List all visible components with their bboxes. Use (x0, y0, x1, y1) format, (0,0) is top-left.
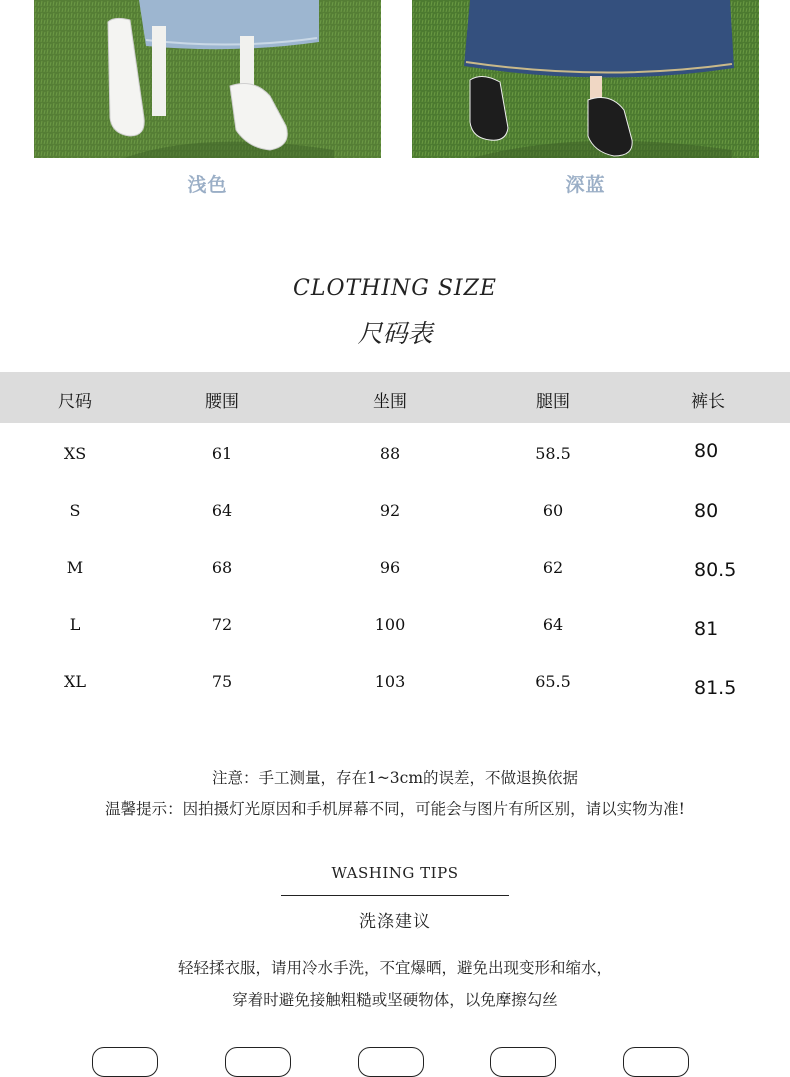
washing-text-line-1: 轻轻揉衣服，请用冷水手洗，不宜爆晒，避免出现变形和缩水， (177, 959, 612, 977)
measurement-note: 注意：手工测量，存在1~3cm的误差，不做退换依据 (211, 769, 579, 787)
no-tumble-dry-icon (358, 1047, 424, 1077)
header-hip: 坐围 (373, 392, 407, 412)
hip-cell: 96 (379, 558, 401, 577)
length-cell: 81.5 (694, 677, 737, 699)
thigh-cell: 58.5 (535, 444, 571, 463)
thigh-cell: 62 (542, 558, 564, 577)
dark-denim-skirt-image (412, 0, 759, 158)
washing-title-en: WASHING TIPS (331, 864, 459, 882)
table-row (0, 501, 790, 531)
washing-text-line-2: 穿着时避免接触粗糙或坚硬物体，以免摩擦勾丝 (232, 991, 558, 1009)
size-title-cn: 尺码表 (357, 319, 433, 348)
header-thigh: 腿围 (536, 392, 570, 412)
light-color-photo (34, 0, 381, 158)
table-row (0, 672, 790, 702)
thigh-cell: 64 (542, 615, 564, 634)
dark-color-photo (412, 0, 759, 158)
length-cell: 81 (694, 618, 719, 640)
waist-cell: 68 (211, 558, 233, 577)
size-table-header (0, 372, 790, 423)
header-length: 裤长 (691, 392, 725, 412)
dark-color-label: 深蓝 (565, 174, 606, 196)
light-color-label: 浅色 (187, 174, 228, 196)
size-cell: XL (63, 672, 86, 691)
thigh-cell: 65.5 (535, 672, 571, 691)
waist-cell: 61 (211, 444, 233, 463)
waist-cell: 64 (211, 501, 233, 520)
light-denim-skirt-image (34, 0, 381, 158)
size-cell: L (69, 615, 81, 634)
length-cell: 80 (694, 500, 719, 522)
hip-cell: 88 (379, 444, 401, 463)
no-dry-clean-icon (623, 1047, 689, 1077)
hip-cell: 92 (379, 501, 401, 520)
length-cell: 80 (694, 440, 719, 462)
hand-wash-icon (92, 1047, 158, 1077)
no-bleach-icon (225, 1047, 291, 1077)
washing-divider (281, 895, 509, 896)
length-cell: 80.5 (694, 559, 737, 581)
size-cell: XS (63, 444, 87, 463)
color-difference-note: 温馨提示：因拍摄灯光原因和手机屏幕不同，可能会与图片有所区别，请以实物为准! (105, 800, 685, 818)
thigh-cell: 60 (542, 501, 564, 520)
washing-title-cn: 洗涤建议 (359, 912, 431, 932)
table-row (0, 440, 790, 474)
header-size: 尺码 (58, 392, 92, 412)
low-iron-icon (490, 1047, 556, 1077)
table-row (0, 558, 790, 588)
waist-cell: 72 (211, 615, 233, 634)
table-row (0, 615, 790, 645)
size-cell: M (66, 558, 84, 577)
waist-cell: 75 (211, 672, 233, 691)
hip-cell: 103 (374, 672, 406, 691)
size-title-en: CLOTHING SIZE (293, 276, 497, 301)
size-cell: S (69, 501, 81, 520)
header-waist: 腰围 (205, 392, 239, 412)
hip-cell: 100 (374, 615, 406, 634)
